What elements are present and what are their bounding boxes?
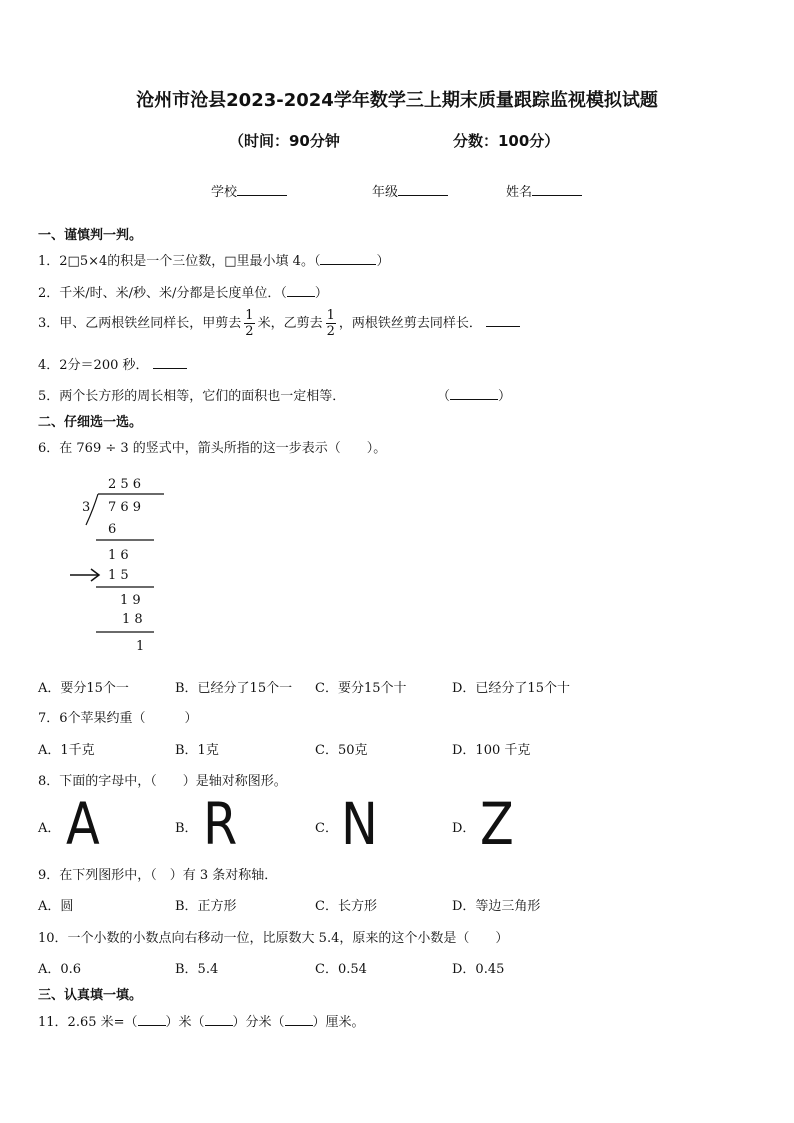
question-10: 10．一个小数的小数点向右移动一位，比原数大 5.4，原来的这个小数是（ ） xyxy=(38,931,509,946)
answer-blank-5[interactable] xyxy=(450,387,498,400)
question-2 xyxy=(38,282,328,301)
question-9: 9．在下列图形中，（ ）有 3 条对称轴． xyxy=(38,868,278,883)
answer-blank-4[interactable] xyxy=(153,356,187,369)
question-8: 8．下面的字母中，（ ）是轴对称图形。 xyxy=(38,774,287,789)
fraction-half-2: $\frac{1}{2}$ xyxy=(326,308,335,339)
question-11-text-a: 11．2.65 米=（ xyxy=(38,1015,138,1030)
fraction-half-1: $\frac{1}{2}$ xyxy=(245,308,254,339)
dividend: 7 6 9 xyxy=(108,500,142,515)
page-title: 沧州市沧县2023-2024学年数学三上期末质量跟踪监视模拟试题 xyxy=(136,90,658,111)
q7-option-c[interactable]: C．50克 xyxy=(315,743,368,758)
answer-blank-11a[interactable] xyxy=(138,1013,166,1026)
q9-option-d[interactable]: D．等边三角形 xyxy=(452,899,541,914)
q10-option-d[interactable]: D．0.45 xyxy=(452,962,505,977)
q10-option-a[interactable]: A．0.6 xyxy=(38,962,82,977)
q8-letter-a: A xyxy=(66,790,100,858)
question-7: 7．6个苹果约重（ ） xyxy=(38,711,198,726)
answer-blank-1[interactable] xyxy=(320,252,376,265)
q8-letter-d: Z xyxy=(480,790,514,858)
grade-blank[interactable] xyxy=(398,183,448,196)
school-label: 学校 xyxy=(211,185,238,200)
q6-option-a[interactable]: A．要分15个一 xyxy=(38,681,129,696)
school-blank[interactable] xyxy=(237,183,287,196)
answer-blank-11c[interactable] xyxy=(285,1013,313,1026)
question-11-text-b: ）米（ xyxy=(165,1015,205,1030)
divisor: 3 xyxy=(82,500,91,515)
q7-option-b[interactable]: B．1克 xyxy=(175,743,219,758)
question-4 xyxy=(38,354,187,373)
name-field[interactable] xyxy=(506,181,582,200)
step-product-2: 1 5 xyxy=(108,568,129,583)
section-heading-3: 三、认真填一填。 xyxy=(38,988,143,1003)
q8-option-d[interactable]: D． xyxy=(452,821,476,836)
q8-option-a[interactable]: A． xyxy=(38,821,61,836)
long-division-figure xyxy=(60,470,180,660)
step-remainder-2: 1 9 xyxy=(120,593,141,608)
q7-option-d[interactable]: D．100 千克 xyxy=(452,743,531,758)
q6-option-d[interactable]: D．已经分了15个十 xyxy=(452,681,570,696)
question-4-text: 4．2分＝200 秒． xyxy=(38,358,149,373)
q9-option-a[interactable]: A．圆 xyxy=(38,899,74,914)
quotient: 2 5 6 xyxy=(108,477,142,492)
question-2-text: 2．千米/时、米/秒、米/分都是长度单位．（ xyxy=(38,286,287,301)
q6-option-b[interactable]: B．已经分了15个一 xyxy=(175,681,293,696)
q10-option-b[interactable]: B．5.4 xyxy=(175,962,219,977)
paren-right: ） xyxy=(498,389,512,404)
exam-time: （时间：90分钟 xyxy=(229,132,340,150)
question-11 xyxy=(38,1011,365,1030)
answer-blank-11b[interactable] xyxy=(205,1013,233,1026)
question-3-text-c: ，两根铁丝剪去同样长． xyxy=(338,316,482,331)
question-11-text-c: ）分米（ xyxy=(232,1015,285,1030)
question-3 xyxy=(38,308,520,339)
step-product-3: 1 8 xyxy=(122,612,143,627)
question-5 xyxy=(38,385,345,404)
question-1 xyxy=(38,250,389,269)
question-1-text: 1．2□5×4的积是一个三位数，□里最小填 4。（ xyxy=(38,254,321,269)
question-3-text-a: 3．甲、乙两根铁丝同样长，甲剪去 xyxy=(38,316,242,331)
section-heading-1: 一、谨慎判一判。 xyxy=(38,228,143,243)
q8-letter-b: R xyxy=(203,790,238,858)
exam-score: 分数：100分） xyxy=(453,132,560,150)
final-remainder: 1 xyxy=(136,639,145,654)
school-field[interactable] xyxy=(211,181,287,200)
step-product-1: 6 xyxy=(108,522,117,537)
question-5-text: 5．两个长方形的周长相等，它们的面积也一定相等． xyxy=(38,389,346,404)
question-3-text-b: 米，乙剪去 xyxy=(257,316,323,331)
grade-field[interactable] xyxy=(372,181,448,200)
arrow-icon xyxy=(70,569,99,581)
q8-option-b[interactable]: B． xyxy=(175,821,198,836)
q6-option-c[interactable]: C．要分15个十 xyxy=(315,681,407,696)
step-remainder-1: 1 6 xyxy=(108,548,129,563)
name-label: 姓名 xyxy=(506,185,533,200)
q10-option-c[interactable]: C．0.54 xyxy=(315,962,367,977)
question-6: 6．在 769 ÷ 3 的竖式中，箭头所指的这一步表示（ ）。 xyxy=(38,441,387,456)
q7-option-a[interactable]: A．1千克 xyxy=(38,743,95,758)
question-5-answer xyxy=(437,385,511,404)
q8-option-c[interactable]: C． xyxy=(315,821,338,836)
grade-label: 年级 xyxy=(372,185,399,200)
question-1-end: ） xyxy=(376,254,390,269)
paren-left: （ xyxy=(437,389,451,404)
answer-blank-3[interactable] xyxy=(486,314,520,327)
q9-option-b[interactable]: B．正方形 xyxy=(175,899,237,914)
question-2-end: ） xyxy=(314,286,328,301)
q9-option-c[interactable]: C．长方形 xyxy=(315,899,377,914)
section-heading-2: 二、仔细选一选。 xyxy=(38,415,143,430)
q8-letter-c: N xyxy=(341,790,378,858)
name-blank[interactable] xyxy=(532,183,582,196)
answer-blank-2[interactable] xyxy=(287,284,315,297)
question-11-text-d: ）厘米。 xyxy=(312,1015,365,1030)
